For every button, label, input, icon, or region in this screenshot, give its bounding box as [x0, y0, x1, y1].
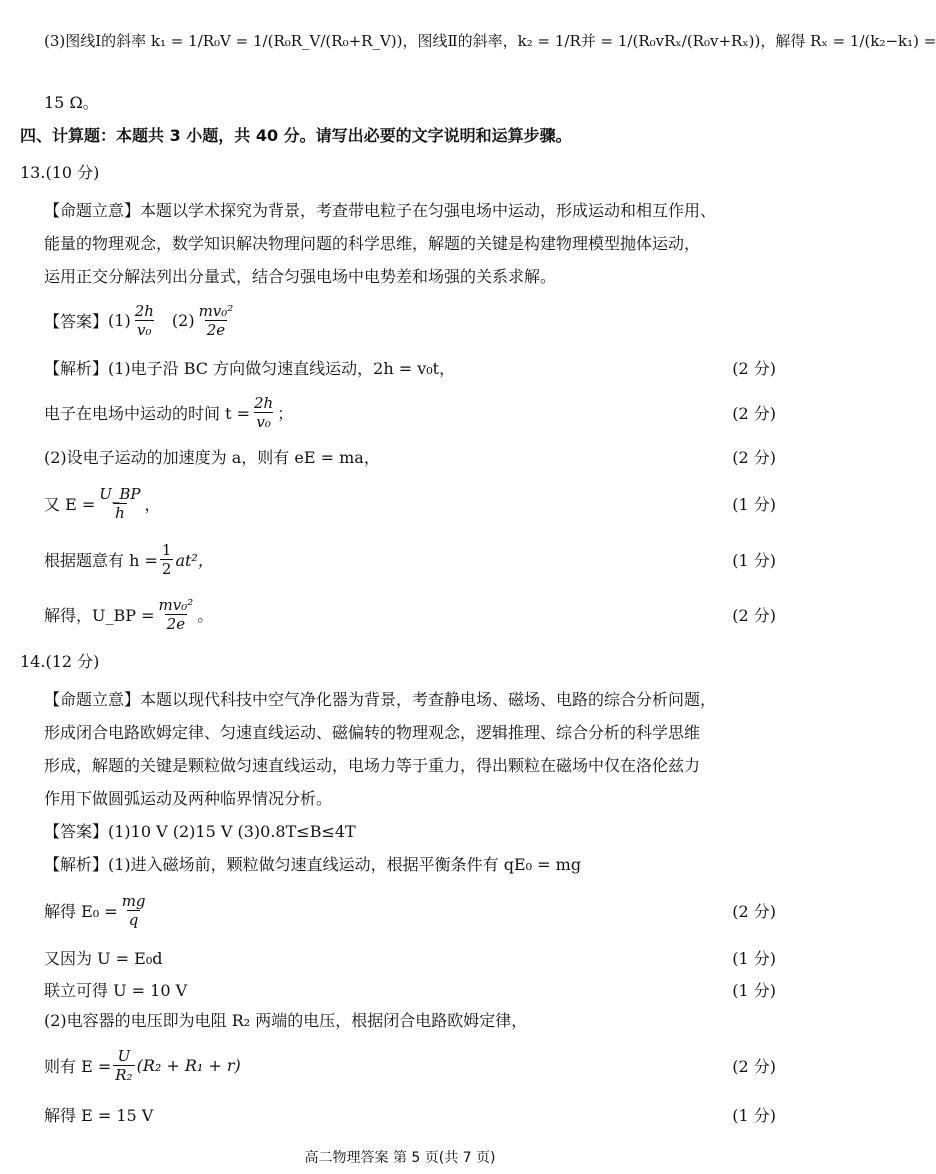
q14-step-6-den: R₂ [115, 1065, 133, 1084]
q14-step-2 [44, 888, 776, 932]
q14-step-5: (2)电容器的电压即为电阻 R₂ 两端的电压，根据闭合电路欧姆定律， [44, 1011, 528, 1030]
q13-intent-line-2: 能量的物理观念，数学知识解决物理问题的科学思维，解题的关键是构建物理模型抛体运动， [44, 234, 701, 253]
q14-intent-line-1: 【命题立意】本题以现代科技中空气净化器为背景，考查静电场、磁场、电路的综合分析问题， [44, 690, 717, 709]
q13-step-6 [44, 592, 776, 636]
q14-header: 14.(12 分) [20, 652, 100, 671]
q13-step-5-fraction [160, 541, 174, 578]
q13-answer [44, 300, 776, 340]
q13-answer-2-num: mv₀² [198, 301, 234, 320]
q13-answer-1-num: 2h [134, 301, 154, 320]
q13-step-4-pre: 又 E = [44, 494, 96, 514]
q14-step-2-pre: 解得 E₀ = [44, 901, 118, 921]
q13-step-1-score: (2 分) [732, 358, 776, 378]
q14-step-6-fraction [113, 1047, 134, 1084]
q13-step-4-num: U_BP [99, 484, 141, 503]
q14-step-3 [44, 942, 776, 972]
q13-step-2-fraction [252, 394, 275, 431]
q13-step-6-post: 。 [197, 605, 214, 625]
q13-step-2 [44, 392, 776, 432]
q14-step-3-text: 又因为 U = E₀d [44, 948, 163, 968]
page-footer: 高二物理答案 第 5 页(共 7 页) [304, 1150, 496, 1166]
q13-answer-2-fraction [197, 302, 236, 339]
part4-title: 四、计算题：本题共 3 小题，共 40 分。请写出必要的文字说明和运算步骤。 [20, 126, 572, 145]
q13-step-5-num: 1 [161, 540, 172, 559]
q13-answer-2-label: (2) [171, 310, 195, 330]
q13-intent-line-3: 运用正交分解法列出分量式，结合匀强电场中电势差和场强的关系求解。 [44, 267, 557, 286]
q12-part3-result: 15 Ω。 [44, 93, 99, 112]
q14-step-6 [44, 1043, 776, 1087]
q13-step-2-num: 2h [254, 393, 274, 412]
q13-step-3-score: (2 分) [732, 447, 776, 467]
q14-step-2-fraction [120, 892, 148, 929]
q14-step-6-post: (R₂ + R₁ + r) [136, 1055, 241, 1075]
q13-step-4-fraction [97, 485, 142, 522]
q13-step-2-post: ； [277, 403, 294, 423]
q13-step-2-score: (2 分) [732, 403, 776, 423]
q13-step-3-text: (2)设电子运动的加速度为 a，则有 eE = ma， [44, 447, 380, 467]
q13-step-6-num: mv₀² [158, 595, 194, 614]
q13-step-6-den: 2e [166, 614, 186, 633]
q13-step-6-score: (2 分) [732, 605, 776, 625]
q13-step-4-post: ， [144, 494, 161, 514]
q14-step-7-text: 解得 E = 15 V [44, 1105, 154, 1125]
q13-answer-2-den: 2e [206, 320, 226, 339]
q14-intent-line-4: 作用下做圆弧运动及两种临界情况分析。 [44, 789, 333, 808]
q14-answer: 【答案】(1)10 V (2)15 V (3)0.8T≤B≤4T [44, 822, 356, 841]
q13-step-1-text: 【解析】(1)电子沿 BC 方向做匀速直线运动，2h = v₀t， [44, 358, 456, 378]
q14-step-3-score: (1 分) [732, 948, 776, 968]
q13-step-3 [44, 441, 776, 471]
q14-step-7 [44, 1099, 776, 1129]
q13-step-2-den: v₀ [256, 412, 271, 431]
q13-intent-line-1: 【命题立意】本题以学术探究为背景，考查带电粒子在匀强电场中运动，形成运动和相互作用、 [44, 201, 717, 220]
q13-step-5-den: 2 [161, 559, 172, 578]
q14-step-4-text: 联立可得 U = 10 V [44, 980, 188, 1000]
q14-step-6-score: (2 分) [732, 1056, 776, 1076]
q12-part3-line: (3)图线Ⅰ的斜率 k₁ = 1/R₀V = 1/(R₀R_V/(R₀+R_V))，图线Ⅱ的斜率，k₂ = 1/R并 = 1/(R₀vRₓ/(R₀v+Rₓ))，解得 Rₓ = 1/(k₂−k₁) = [44, 32, 936, 50]
q14-step-2-den: q [128, 910, 139, 929]
q14-step-4-score: (1 分) [732, 980, 776, 1000]
q13-step-1 [44, 352, 776, 382]
q13-step-5 [44, 537, 776, 581]
q13-step-2-pre: 电子在电场中运动的时间 t = [44, 403, 251, 423]
q14-step-2-score: (2 分) [732, 901, 776, 921]
q13-step-5-post: at²， [175, 550, 214, 570]
q14-step-6-pre: 则有 E = [44, 1056, 112, 1076]
q13-step-4-den: h [115, 503, 125, 522]
q13-step-4-score: (1 分) [732, 494, 776, 514]
q13-step-6-pre: 解得，U_BP = [44, 605, 155, 625]
q14-step-4 [44, 974, 776, 1004]
q14-step-6-num: U [117, 1046, 131, 1065]
q13-answer-1-den: v₀ [137, 320, 152, 339]
q14-step-2-num: mg [121, 891, 146, 910]
q13-step-5-pre: 根据题意有 h = [44, 550, 158, 570]
q13-answer-1-label: (1) [108, 310, 131, 330]
q13-answer-1-fraction [133, 302, 156, 339]
q13-step-5-score: (1 分) [732, 550, 776, 570]
q13-header: 13.(10 分) [20, 163, 100, 182]
q14-intent-line-3: 形成，解题的关键是颗粒做匀速直线运动，电场力等于重力，得出颗粒在磁场中仅在洛伦兹力 [44, 756, 701, 775]
q13-step-6-fraction [157, 596, 196, 633]
q13-answer-label: 【答案】 [44, 311, 109, 331]
q14-step-7-score: (1 分) [732, 1105, 776, 1125]
q14-step-1: 【解析】(1)进入磁场前，颗粒做匀速直线运动，根据平衡条件有 qE₀ = mg [44, 855, 582, 874]
q14-intent-line-2: 形成闭合电路欧姆定律、匀速直线运动、磁偏转的物理观念，逻辑推理、综合分析的科学思维 [44, 723, 701, 742]
q13-step-4 [44, 481, 776, 525]
